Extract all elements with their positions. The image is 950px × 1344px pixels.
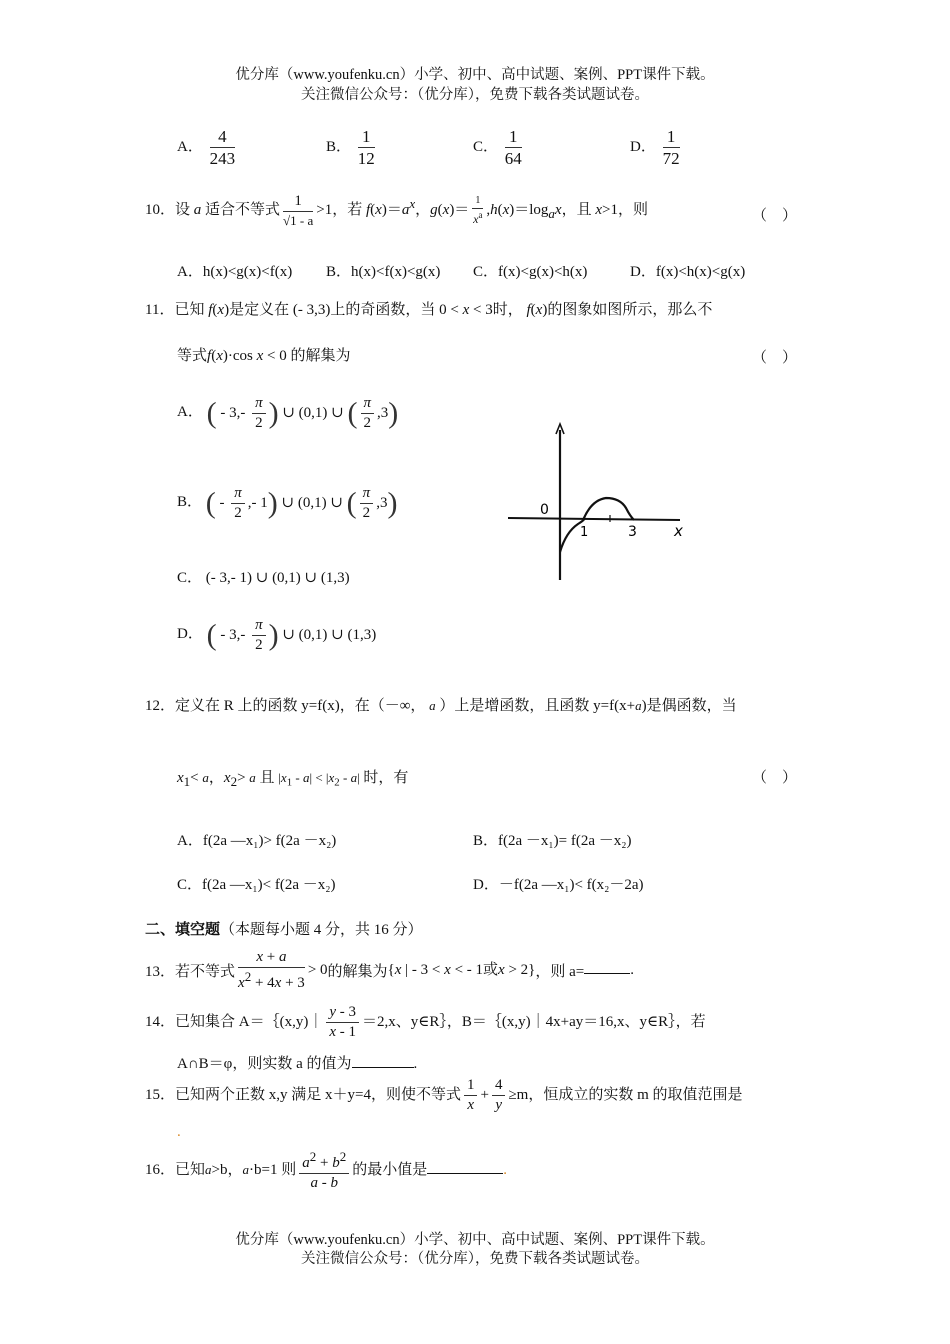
- fraction: $\frac{1}{12}$: [357, 127, 375, 168]
- q11-option-b: B． ( - $\frac{\pi}{2}$ ,- 1) ∪ (0,1) ∪ ( $\frac{\pi}{2}$ ,3): [177, 485, 398, 521]
- q9-option-c: C． $\frac{1}{64}$: [473, 127, 522, 168]
- q11-function-graph: [500, 412, 700, 587]
- q11-answer-paren: （ ）: [752, 350, 798, 366]
- q16-stem: 16．已知a>b，a·b=1 则 $\frac{a^2 + b^2}{a - b}$ 的最小值是 .: [145, 1149, 507, 1191]
- q10-option-a: A．h(x)<g(x)<f(x): [177, 264, 293, 280]
- q11-option-a: A． ( - 3,- $\frac{\pi}{2}$ ) ∪ (0,1) ∪ ( $\frac{\pi}{2}$ ,3): [177, 395, 399, 431]
- q10-stem: 10．设 a 适合不等式 $\frac{1}{√1 - a}$ >1，若 $f(x)=a^x$，g(x)＝ $\frac{1}{x^a}$ $,h(x)=\log_ax$，且 x>1，则: [145, 193, 648, 228]
- q12-option-c: C．f(2a —x₁)< f(2a －x₂): [177, 877, 336, 893]
- x-axis: [508, 518, 680, 520]
- q11-option-c: C． (- 3,- 1) ∪ (0,1) ∪ (1,3): [177, 570, 350, 586]
- q15-end-mark: .: [177, 1124, 181, 1140]
- q12-option-a: A．f(2a —x₁)> f(2a －x₂): [177, 833, 337, 849]
- q9-option-a: A． $\frac{4}{243}$: [177, 127, 236, 168]
- q10-option-d: D．f(x)<h(x)<g(x): [630, 264, 746, 280]
- q12-stem-line-2: $x_1< a$，$x_2> a$ 且 $|x_1 - a| < |x_2 - a|$ 时，有: [177, 770, 409, 789]
- q12-option-b: B．f(2a －x₁)= f(2a －x₂): [473, 833, 632, 849]
- fraction: $\frac{1}{√1 - a}$: [283, 193, 314, 228]
- origin-label: 0: [540, 502, 549, 518]
- q9-option-d: D． $\frac{1}{72}$: [630, 127, 680, 168]
- q11-stem-line-1: 11．已知 f(x)是定义在 (- 3,3)上的奇函数，当 0 < x < 3时， f(x)的图象如图所示，那么不: [145, 302, 713, 318]
- q11-option-d: D． ( - 3,- $\frac{\pi}{2}$ ) ∪ (0,1) ∪ (1,3): [177, 617, 377, 653]
- fraction: $\frac{1}{x^a}$: [473, 195, 483, 226]
- q9-option-b: B． $\frac{1}{12}$: [326, 127, 375, 168]
- fraction: $\frac{1}{64}$: [504, 127, 522, 168]
- header-line-2: 关注微信公众号：（优分库），免费下载各类试题试卷。: [301, 87, 649, 103]
- footer-line-2: 关注微信公众号：（优分库），免费下载各类试题试卷。: [301, 1251, 649, 1267]
- q15-stem: 15．已知两个正数 x,y 满足 x＋y=4，则使不等式 $\frac{1}{x}$ + $\frac{4}{y}$ ≥m，恒成立的实数 m 的取值范围是: [145, 1077, 743, 1113]
- x-axis-label: x: [674, 522, 683, 540]
- q12-stem-line-1: 12．定义在 R 上的函数 y=f(x)，在（－∞， a ）上是增函数，且函数 y=f(x+a)是偶函数，当: [145, 698, 737, 714]
- header-line-1: 优分库（www.youfenku.cn）小学、初中、高中试题、案例、PPT课件下载。: [235, 67, 715, 83]
- q12-answer-paren: （ ）: [752, 770, 798, 786]
- tick-label-3: 3: [628, 524, 637, 540]
- q10-answer-paren: （ ）: [752, 208, 798, 224]
- footer-line-1: 优分库（www.youfenku.cn）小学、初中、高中试题、案例、PPT课件下载。: [235, 1232, 715, 1248]
- q14-stem-line-1: 14．已知集合 A＝｛(x,y)｜ $\frac{y - 3}{x - 1}$ ＝2,x、y∈R｝，B＝｛(x,y)｜4x+ay＝16,x、y∈R｝，若: [145, 1004, 706, 1040]
- fraction: $\frac{1}{72}$: [662, 127, 680, 168]
- q11-stem-line-2: 等式f(x)·cos x < 0 的解集为: [177, 348, 351, 364]
- tick-label-1: 1: [580, 525, 589, 540]
- fraction: $\frac{4}{243}$: [209, 127, 236, 168]
- section-2-heading: 二、填空题（本题每小题 4 分，共 16 分）: [145, 922, 423, 938]
- q14-stem-line-2: A∩B＝φ，则实数 a 的值为 .: [177, 1056, 418, 1072]
- q10-option-c: C．f(x)<g(x)<h(x): [473, 264, 588, 280]
- q13-stem: 13．若不等式 $\frac{x + a}{x^2 + 4x + 3}$ > 0的解集为{x | - 3 < x < - 1或x > 2}，则 a= .: [145, 949, 634, 991]
- q12-option-d: D．－f(2a —x₁)< f(x₂－2a): [473, 877, 644, 893]
- function-curve: [560, 498, 634, 552]
- q10-option-b: B．h(x)<f(x)<g(x): [326, 264, 441, 280]
